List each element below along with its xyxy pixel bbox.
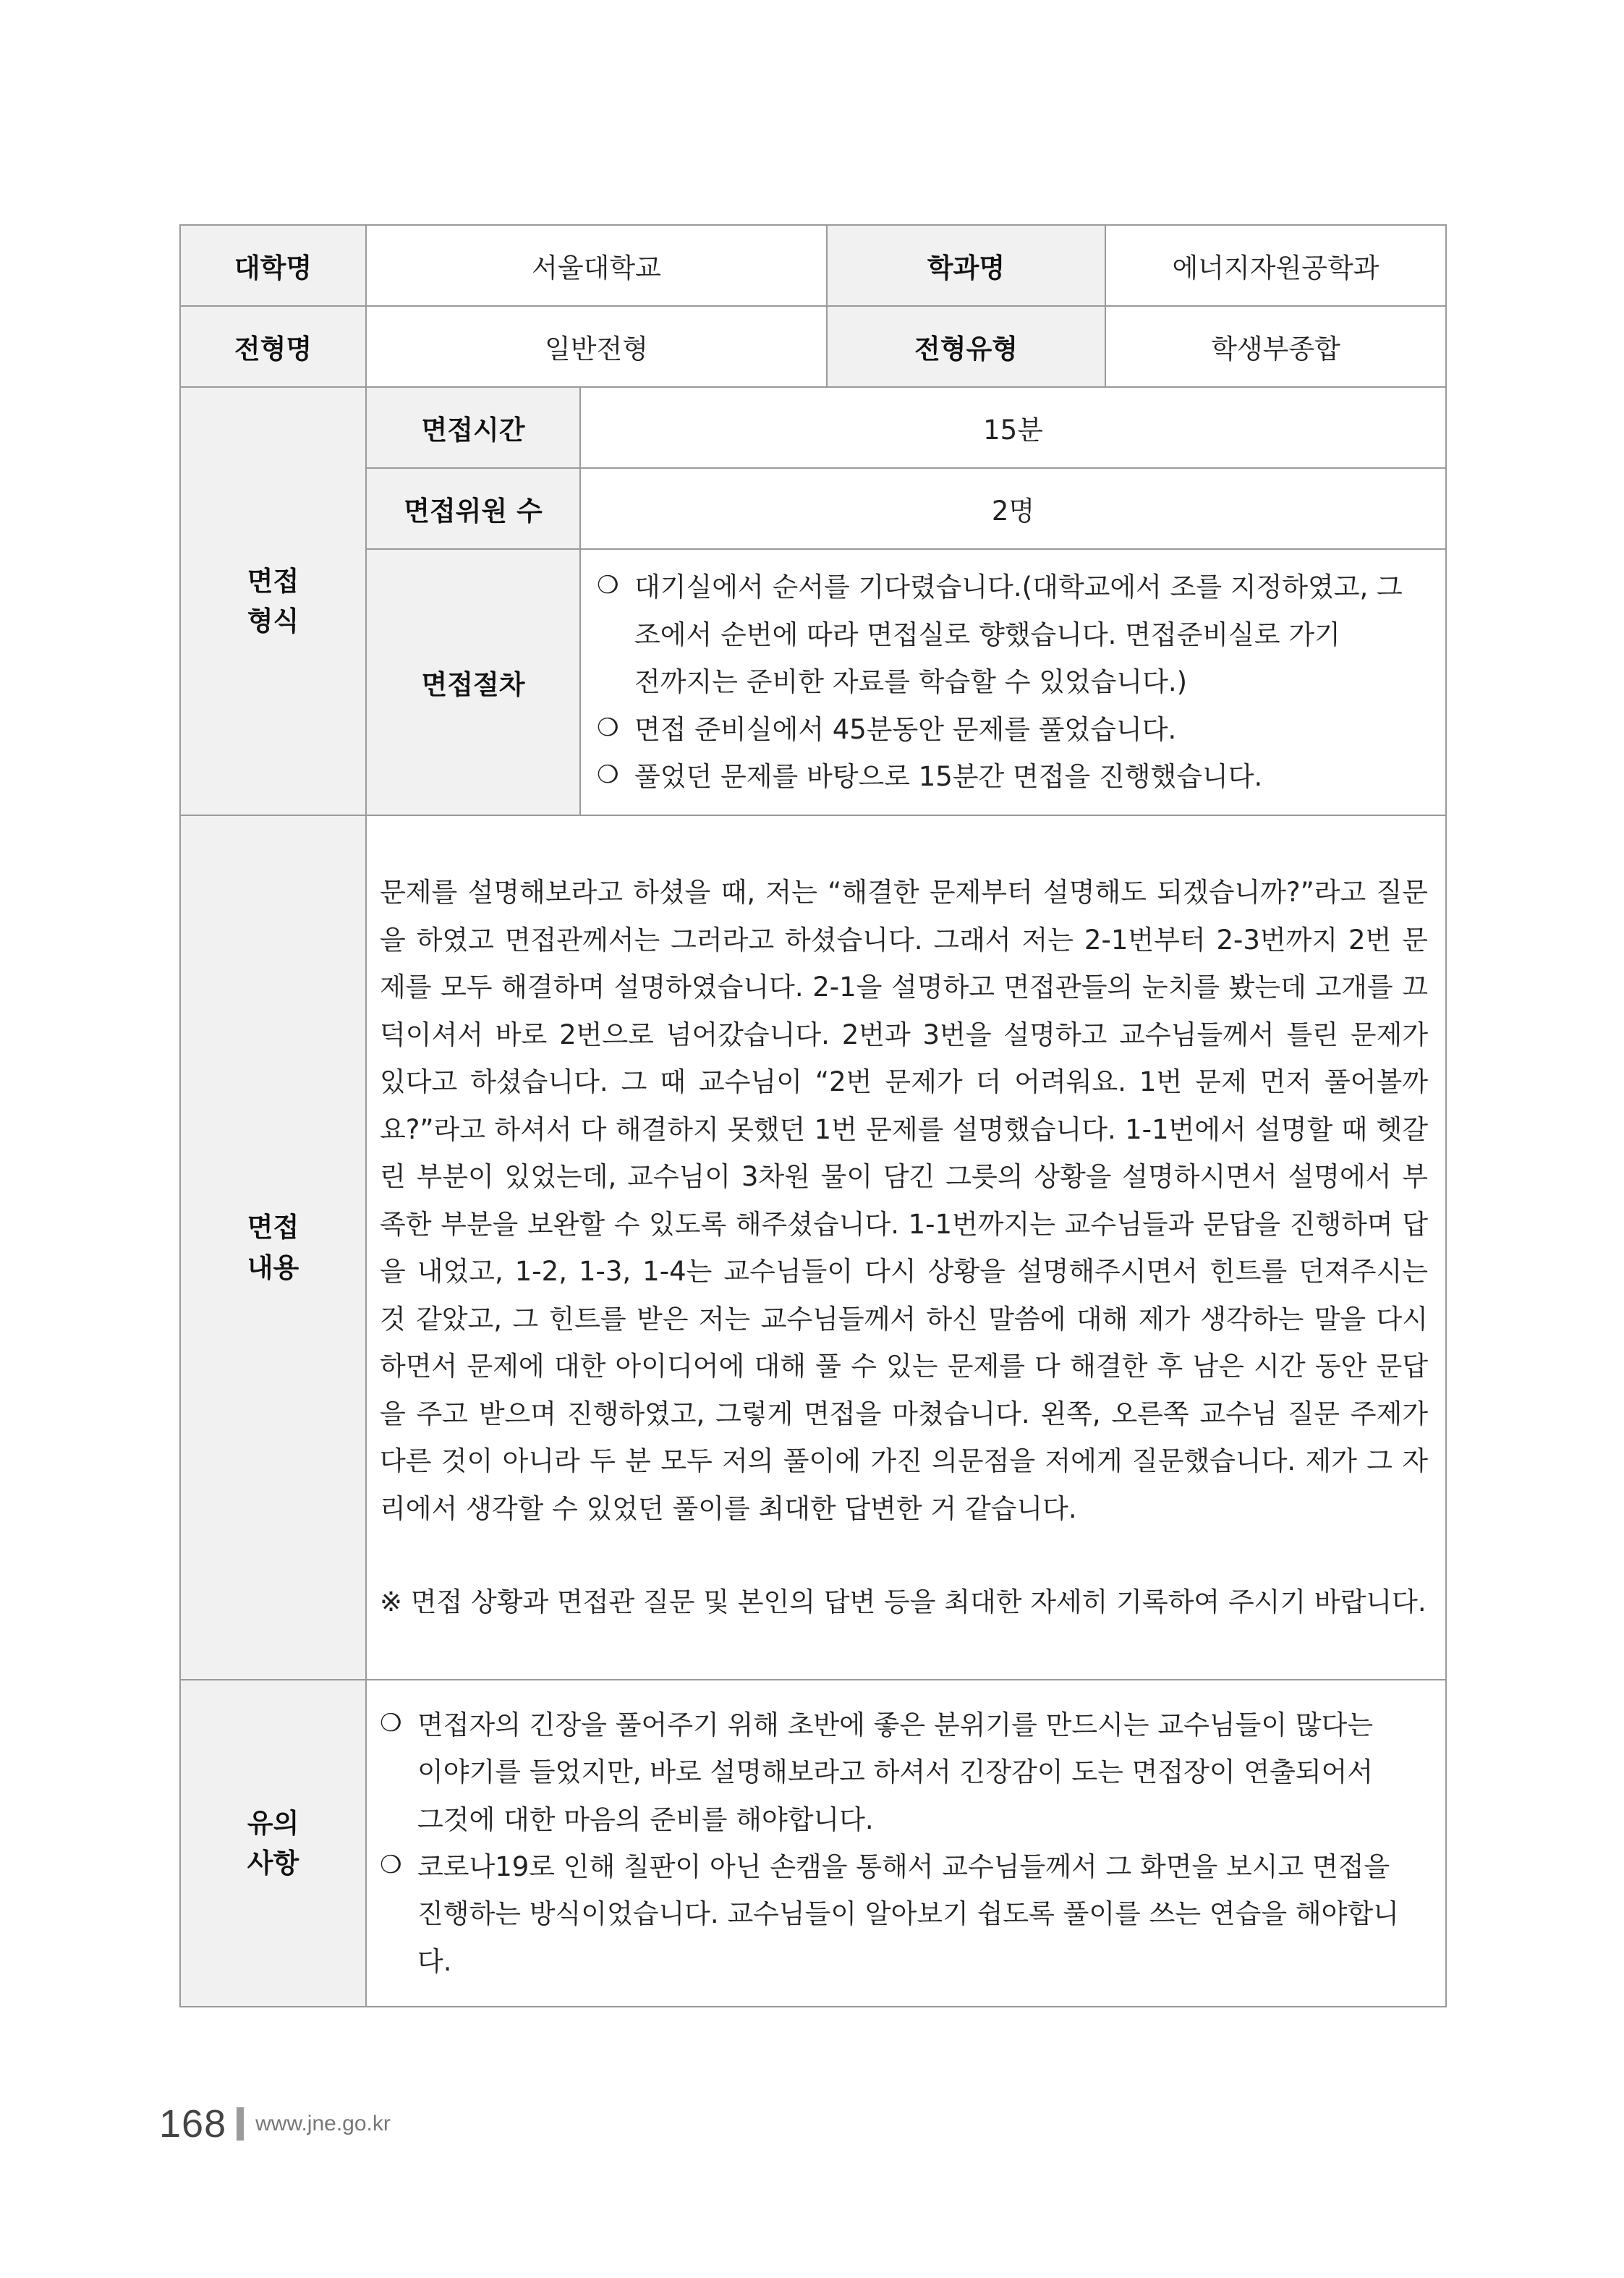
- interview-format-label-text: 면접 형식: [247, 565, 299, 637]
- notes-label-text: 유의 사항: [247, 1807, 299, 1879]
- row-interview-time: [180, 387, 1446, 468]
- circle-bullet-icon: ❍: [380, 1850, 402, 1879]
- admission-label: 전형명: [180, 306, 366, 387]
- circle-bullet-icon: ❍: [597, 760, 619, 790]
- procedure-item: [597, 564, 1424, 705]
- procedure-item: [597, 753, 1424, 800]
- interview-time-label: 면접시간: [366, 387, 580, 468]
- procedure-item-text: 면접 준비실에서 45분동안 문제를 풀었습니다.: [634, 713, 1177, 745]
- page-footer: [159, 2101, 391, 2146]
- notes-label: [180, 1680, 366, 2007]
- department-label: 학과명: [827, 225, 1105, 306]
- procedure-item-text: 풀었던 문제를 바탕으로 15분간 면접을 진행했습니다.: [634, 761, 1263, 793]
- interview-format-label: [180, 387, 366, 815]
- circle-bullet-icon: ❍: [597, 713, 619, 742]
- row-admission: [180, 306, 1446, 387]
- notes-list: [367, 1691, 1445, 1996]
- university-value: 서울대학교: [366, 225, 827, 306]
- circle-bullet-icon: ❍: [380, 1708, 402, 1738]
- university-label: 대학명: [180, 225, 366, 306]
- note-item: [380, 1843, 1428, 1985]
- row-panel-count: [180, 468, 1446, 549]
- admission-type-value: 학생부종합: [1105, 306, 1446, 387]
- circle-bullet-icon: ❍: [597, 571, 619, 600]
- interview-time-value: 15분: [580, 387, 1446, 468]
- interview-content-text: 문제를 설명해보라고 하셨을 때, 저는 “해결한 문제부터 설명해도 되겠습니까?”라고 질문을 하였고 면접관께서는 그러라고 하셨습니다. 그래서 저는 2-1번부터 2-3번까지 2번 문제를 모두 해결하며 설명하였습니다. 2-1을 설명하고 면접관들의 눈치를 봤는데 고개를 끄덕이셔서 바로 2번으로 넘어갔습니다. 2번과 3번을 설명하고 교수님들께서 틀린 문제가 있다고 하셨습니다. 그 때 교수님이 “2번 문제가 더 어려워요. 1번 문제 먼저 풀어볼까요?”라고 하셔서 다 해결하지 못했던 1번 문제를 설명했습니다. 1-1번에서 설명할 때 헷갈린 부분이 있었는데, 교수님이 3차원 물이 담긴 그릇의 상황을 설명하시면서 설명에서 부족한 부분을 보완할 수 있도록 해주셨습니다. 1-1번까지는 교수님들과 문답을 진행하며 답을 내었고, 1-2, 1-3, 1-4는 교수님들이 다시 상황을 설명해주시면서 힌트를 던져주시는 것 같았고, 그 힌트를 받은 저는 교수님들께서 하신 말씀에 대해 제가 생각하는 말을 다시 하면서 문제에 대한 아이디어에 대해 풀 수 있는 문제를 다 해결한 후 남은 시간 동안 문답을 주고 받으며 진행하였고, 그렇게 면접을 마쳤습니다. 왼쪽, 오른쪽 교수님 질문 주제가 다른 것이 아니라 두 분 모두 저의 풀이에 가진 의문점을 저에게 질문했습니다. 제가 그 자리에서 생각할 수 있었던 풀이를 최대한 답변한 거 같습니다.: [380, 877, 1428, 1524]
- note-item: [380, 1701, 1428, 1843]
- page-number: 168: [159, 2102, 227, 2146]
- interview-report-table: [179, 224, 1447, 2007]
- procedure-item-text: 대기실에서 순서를 기다렸습니다.(대학교에서 조를 지정하였고, 그 조에서 순번에 따라 면접실로 향했습니다. 면접준비실로 가기 전까지는 준비한 자료를 학습할 수 있었습니다.): [634, 571, 1403, 698]
- footer-url: www.jne.go.kr: [255, 2112, 391, 2135]
- interview-content-body: [367, 854, 1445, 1640]
- department-value: 에너지자원공학과: [1105, 225, 1446, 306]
- procedure-cell: [580, 549, 1446, 815]
- procedure-label: 면접절차: [366, 549, 580, 815]
- panel-count-value: 2명: [580, 468, 1446, 549]
- admission-value: 일반전형: [366, 306, 827, 387]
- notes-cell: [366, 1680, 1446, 2007]
- interview-content-label: [180, 815, 366, 1680]
- row-notes: [180, 1680, 1446, 2007]
- procedure-list: [581, 556, 1445, 807]
- footer-divider: [237, 2107, 244, 2141]
- note-item-text: 면접자의 긴장을 풀어주기 위해 초반에 좋은 분위기를 만드시는 교수님들이 많다는 이야기를 들었지만, 바로 설명해보라고 하셔서 긴장감이 도는 면접장이 연출되어서 그것에 대한 마음의 준비를 해야합니다.: [417, 1709, 1374, 1835]
- row-interview-content: [180, 815, 1446, 1680]
- row-university: [180, 225, 1446, 306]
- admission-type-label: 전형유형: [827, 306, 1105, 387]
- note-item-text: 코로나19로 인해 칠판이 아닌 손캠을 통해서 교수님들께서 그 화면을 보시고 면접을 진행하는 방식이었습니다. 교수님들이 알아보기 쉽도록 풀이를 쓰는 연습을 해야합니다.: [417, 1851, 1399, 1977]
- interview-content-note: ※ 면접 상황과 면접관 질문 및 본인의 답변 등을 최대한 자세히 기록하여 주시기 바랍니다.: [380, 1586, 1427, 1618]
- panel-count-label: 면접위원 수: [366, 468, 580, 549]
- row-procedure: [180, 549, 1446, 815]
- interview-content-cell: [366, 815, 1446, 1680]
- procedure-item: [597, 706, 1424, 753]
- interview-content-label-text: 면접 내용: [247, 1212, 299, 1283]
